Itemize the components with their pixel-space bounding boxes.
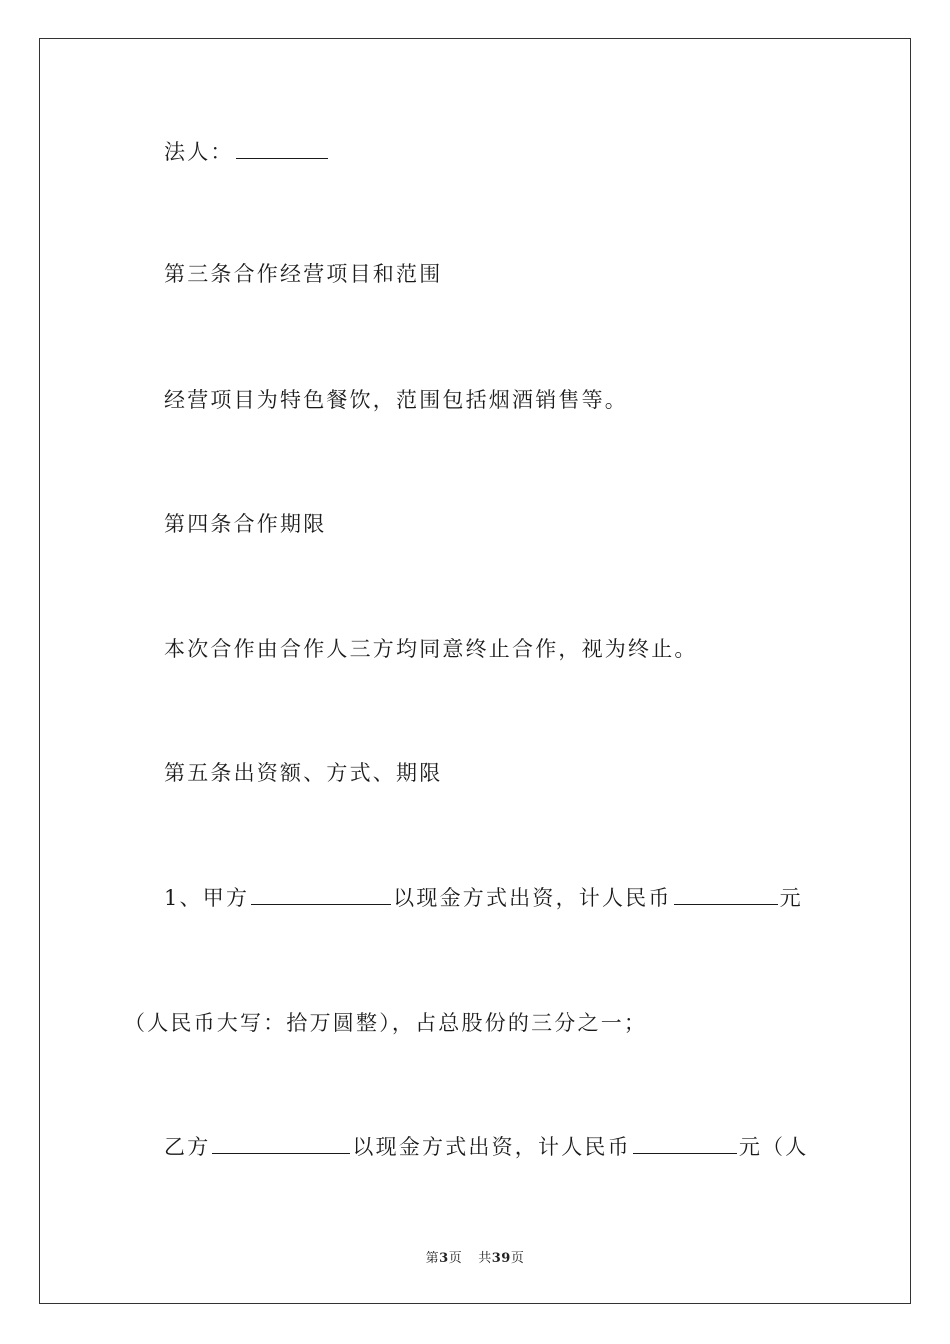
footer-page-number: 3 [439,1251,449,1266]
legal-person-label: 法人： [164,140,234,164]
article4-title: 第四条合作期限 [164,512,327,536]
footer-page-suffix: 页 [448,1251,463,1266]
footer-total-prefix: 共 [478,1251,492,1266]
item2-name-blank [212,1135,350,1154]
item2-party: 乙方 [164,1135,211,1159]
article3-text: 经营项目为特色餐饮，范围包括烟酒销售等。 [164,388,628,412]
article3-title: 第三条合作经营项目和范围 [164,262,443,286]
footer-total-suffix: 页 [510,1251,525,1266]
item1-continuation: （人民币大写：拾万圆整），占总股份的三分之一； [124,1011,648,1035]
page-footer [0,1247,950,1266]
item2-method: 以现金方式出资，计人民币 [352,1135,631,1159]
footer-page-prefix: 第 [425,1251,440,1266]
item2-line [164,1133,808,1161]
legal-person-line [164,138,330,166]
page-border [39,38,911,1304]
item1-line [164,884,803,912]
item2-unit: 元（人 [738,1135,809,1159]
article5-title: 第五条出资额、方式、期限 [164,761,443,785]
legal-person-blank [236,140,328,159]
item1-party: 1、甲方 [164,886,250,910]
item2-amount-blank [633,1135,737,1154]
item1-unit: 元 [779,886,803,910]
item1-name-blank [251,886,391,905]
footer-total-number: 39 [491,1251,511,1266]
item1-method: 以现金方式出资，计人民币 [393,886,672,910]
article4-text: 本次合作由合作人三方均同意终止合作，视为终止。 [164,637,698,661]
item1-amount-blank [674,886,778,905]
